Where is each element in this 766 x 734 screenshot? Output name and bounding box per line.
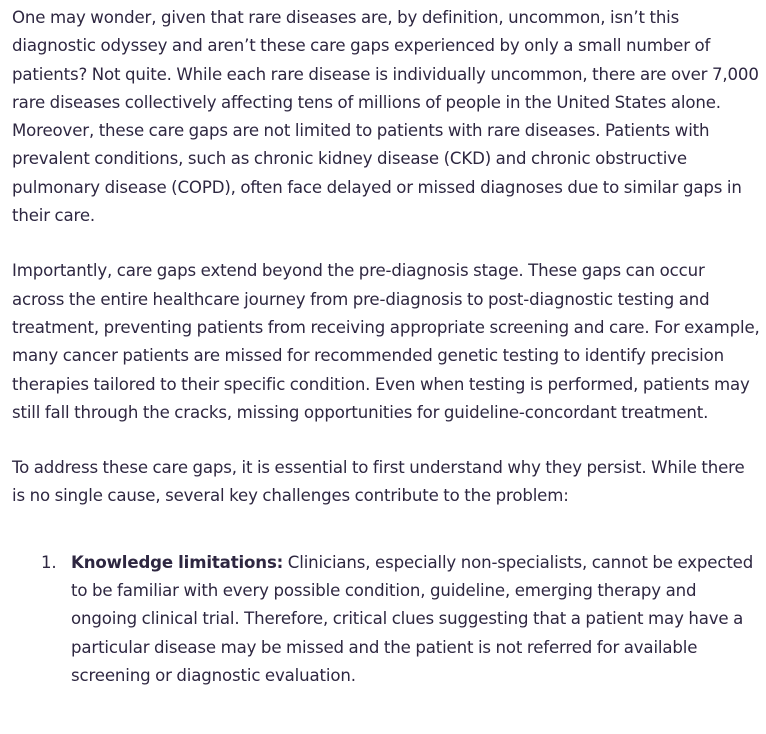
list-item-term: Knowledge limitations: bbox=[71, 552, 284, 572]
paragraph-care-gaps: Importantly, care gaps extend beyond the pre-diagnosis stage. These gaps can occur across the entire healthcare journey from pre-diagnosis to post-diagnostic testing and treatment, preventing patients from receiving appropriate screening and care. For example, many cancer patients are missed for recommended genetic testing to identify precision therapies tailored to their specific condition. Even when testing is performed, patients may still fall through the cracks, missing opportunities for guideline-concordant treatment. bbox=[12, 261, 760, 422]
paragraph-challenges-intro: To address these care gaps, it is essential to first understand why they persist. While there is no single cause, several key challenges contribute to the problem: bbox=[12, 458, 745, 506]
challenges-list bbox=[12, 549, 760, 690]
list-item-number: 1. bbox=[41, 552, 57, 572]
list-item-text: Clinicians, especially non-specialists, cannot be expected to be familiar with every possible condition, guideline, emerging therapy and ongoing clinical trial. Therefore, critical clues suggesting that a patient may have a particular disease may be missed and the patient is not referred for available screening or diagnostic evaluation. bbox=[71, 552, 754, 685]
list-item bbox=[41, 549, 760, 690]
paragraph-rare-diseases: One may wonder, given that rare diseases are, by definition, uncommon, isn’t this diagnostic odyssey and aren’t these care gaps experienced by only a small number of patients? Not quite. While each rare disease is individually uncommon, there are over 7,000 rare diseases collectively affecting tens of millions of people in the United States alone. Moreover, these care gaps are not limited to patients with rare diseases. Patients with prevalent conditions, such as chronic kidney disease (CKD) and chronic obstructive pulmonary disease (COPD), often face delayed or missed diagnoses due to similar gaps in their care. bbox=[12, 8, 759, 226]
